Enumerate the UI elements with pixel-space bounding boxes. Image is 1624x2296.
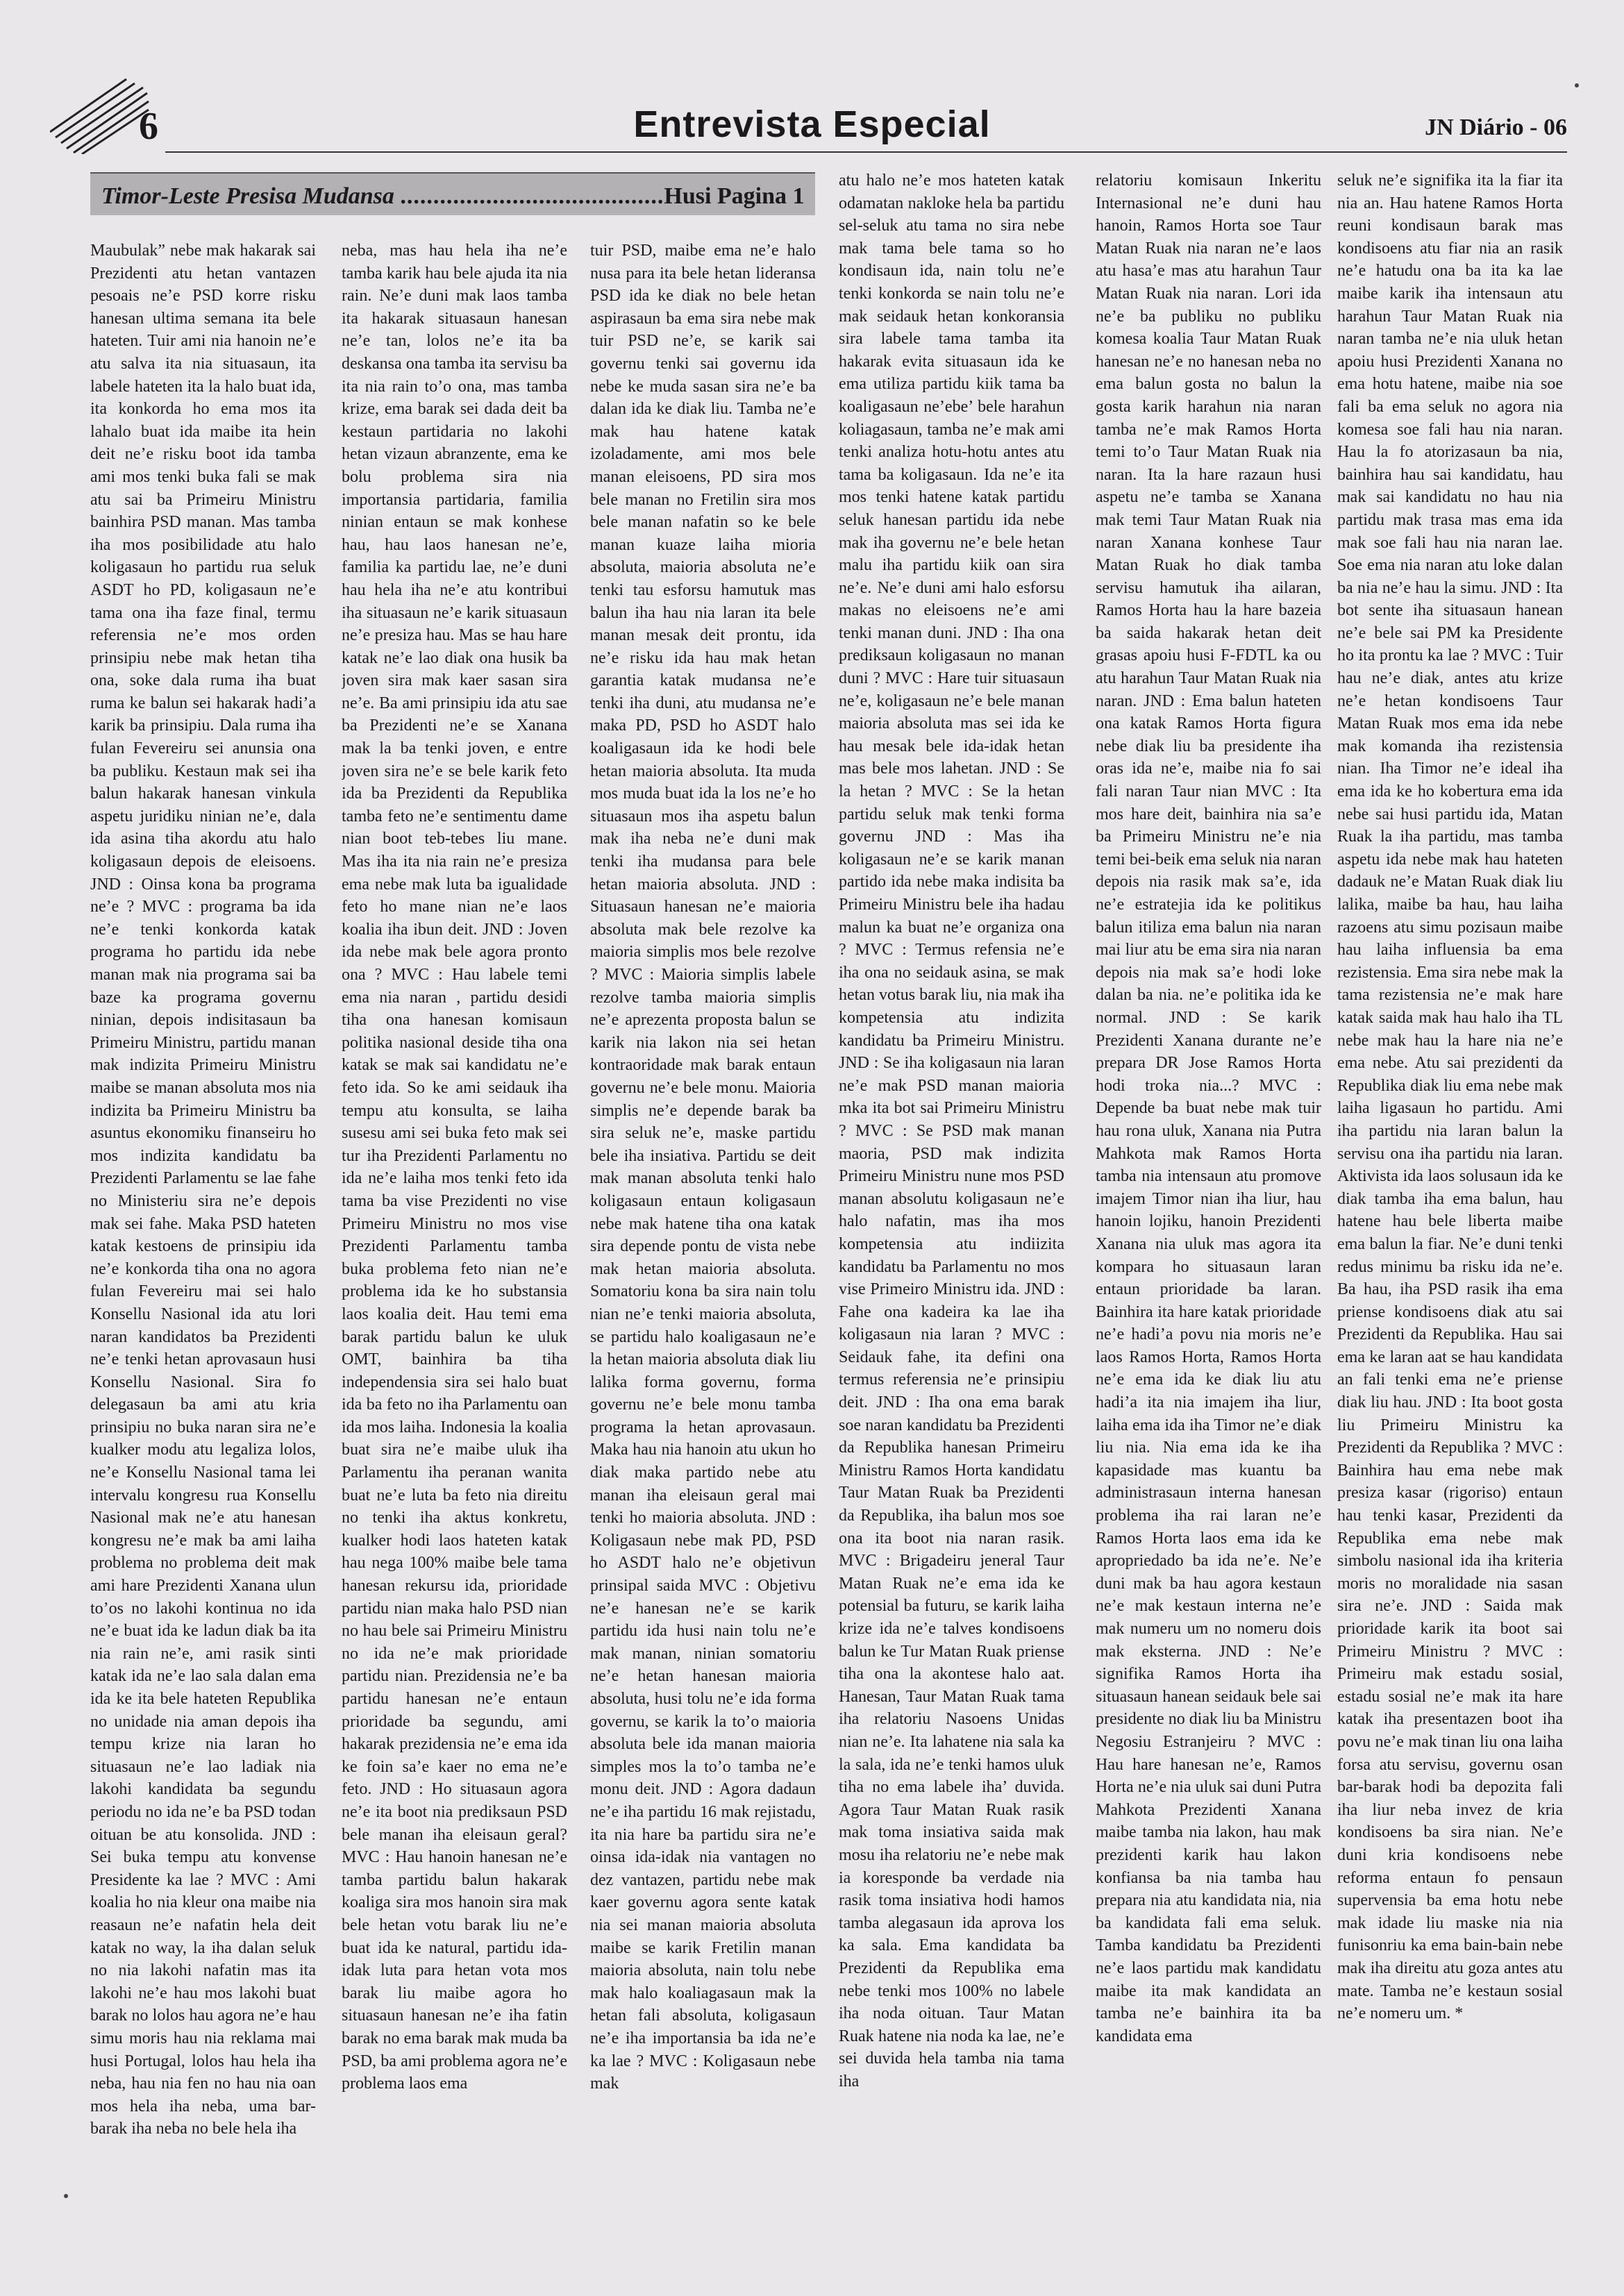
- section-title: Entrevista Especial: [633, 103, 991, 145]
- leader-dots: ........................................: [400, 183, 664, 209]
- column-text: neba, mas hau hela iha ne’e tamba karik hau bele ajuda ita nia rain. Ne’e duni mak laos tamba ita hakarak situasaun hanesan ne’e tan, lolos ne’e ita ba deskansa ona tamba ita servisu ba ita nia rain to’o ona, mas tamba krize, ema barak sei dada deit ba kestaun partidaria no lakohi hetan vizaun abranzente, ema ke bolu problema sira nia importansia partidaria, familia ninian entaun se mak konhese hau, hau laos hanesan ne’e, familia ka partidu lae, ne’e duni hau hela iha ne’e atu kontribui iha situasaun ne’e karik situasaun ne’e presiza hau. Mas se hau hare katak ne’e lao diak ona husik ba joven sira mak kaer sasan sira ne’e. Ba ami prinsipiu ida atu sae ba Prezidenti ne’e se Xanana mak la ba tenki joven, e entre joven sira ne’e se bele karik feto ida ba Prezidenti da Republika tamba feto ne’e sentimentu dame nian boot teb-tebes liu mane. Mas iha ita nia rain ne’e presiza ema nebe mak luta ba igualidade feto ho mane nian ne’e laos koalia iha ibun deit. JND : Joven ida nebe mak bele agora pronto ona ? MVC : Hau labele temi ema nia naran , partidu desidi tiha ona hanesan komisaun politika nasional deside tiha ona katak se mak sai kandidatu ne’e feto ida. So ke ami seidauk iha tempu atu konsulta, se laiha susesu ami sei buka feto mak sei tur iha Prezidenti Parlamentu no ida ne’e laiha mos tenki feto ida tama ba vise Prezidenti no vise Primeiru Ministru no mos vise Prezidenti Parlamentu tamba buka problema feto nian ne’e problema ida ke ho substansia laos koalia deit. Hau temi ema barak partidu balun ke uluk OMT, bainhira ba tiha independensia sira sei halo buat ida ba feto no iha Parlamentu oan ida mos laiha. Indonesia la koalia buat sira ne’e maibe uluk iha Parlamentu iha peranan wanita buat ne’e luta ba feto nia direitu no tenki iha aktus konkretu, kualker hodi laos hateten katak hau nega 100% maibe bele tama hanesan rekursu ida, prioridade partidu nian maka halo PSD nian no hau bele sai Primeiru Ministru no ida ne’e mak prioridade partidu nian. Prezidensia ne’e ba partidu hanesan ne’e entaun prioridade ba segundu, ami hakarak prezidensia ne’e ema ida ke foin sa’e kaer no ema ne’e feto. JND : Ho situasaun agora ne’e ita boot nia prediksaun PSD bele manan iha eleisaun geral? MVC : Hau hanoin hanesan ne’e tamba partidu balun hakarak koaliga sira mos hanoin sira mak bele hetan votu barak liu ne’e buat ida ke natural, partidu ida-idak luta para hetan vota mos barak liu maibe agora ho situasaun hanesan ne’e iha fatin barak no ema barak mak muda ba PSD, ba ami problema agora ne’e problema laos ema: [342, 242, 567, 2093]
- article-column-3: [590, 240, 816, 2225]
- column-text: seluk ne’e signifika ita la fiar ita nia an. Hau hatene Ramos Horta reuni kondisaun barak mas kondisoens atu fiar nia an rasik ne’e hatudu ona ba ita ka lae maibe karik iha intensaun atu harahun Taur Matan Ruak nia naran tamba ne’e nia uluk hetan apoiu husi Prezidenti Xanana no ema hotu hatene, maibe nia soe fali ba ema seluk no agora nia komesa soe fali hau nia naran. Hau la fo atorizasaun ba nia, bainhira hau sai kandidatu, hau mak sai kandidatu no hau nia partidu mak trasa mas ema ida mak soe fali hau nia naran lae. Soe ema nia naran atu loke dalan ba nia ne’e hau la simu. JND : Ita bot sente iha situasaun hanean ne’e bele sai PM ka Presidente ho ita prontu ka lae ? MVC : Tuir hau ne’e diak, antes atu krize ne’e hetan kondisoens Taur Matan Ruak mos ema ida nebe mak komanda iha rezistensia nian. Iha Timor ne’e ideal iha ema ida ke ho kobertura ema ida nebe sai husi partidu ida, Matan Ruak la iha partidu, mas tamba aspetu ida nebe mak hau hateten dadauk ne’e Matan Ruak diak liu lalika, maibe ba hau, hau laiha razoens atu simu pozisaun maibe hau laiha influensia ba ema rezistensia. Ema sira nebe mak la tama rezistensia ne’e mak hare katak saida mak hau halo iha TL nebe mak hau la hare nia ne’e ema nebe. Atu sai prezidenti da Republika diak liu ema nebe mak laiha ligasaun ho partidu. Ami iha partidu nia laran balun la servisu ona iha partidu nia laran. Aktivista ida laos solusaun ida ke diak tamba iha ema balun, hau hatene hau bele liberta maibe ema balun la fiar. Ne’e duni tenki redus minimu ba risku ida ne’e. Ba hau, iha PSD rasik iha ema priense kondisoens diak atu sai Prezidenti da Republika. Hau sai ema ke laran aat se hau kandidata an fali tenki ema ne’e priense diak liu hau. JND : Ita boot gosta liu Primeiru Ministru ka Prezidenti da Republika ? MVC : Bainhira hau ema nebe mak presiza kasar (rigoriso) entaun hau tenki kasar, Prezidenti da Republika ema nebe mak simbolu nasional ida iha kriteria moris no moralidade nia sasan sira ne’e. JND : Saida mak prioridade karik ita boot sai Primeiru Ministru ? MVC : Primeiru mak estadu sosial, estadu sosial ne’e mak ita hare katak iha presentazen boot iha povu ne’e mak tinan liu ona laiha forsa atu servisu, governu osan bar-barak hodi ba depozita fali iha liur neba invez de kria kondisoens ba sira nian. Ne’e duni kria kondisoens nebe reforma entaun fo pensaun supervensia ba ema hotu nebe mak idade liu maske nia nia funisonriu ka ema bain-bain nebe mak iha direitu atu goza antes atu mate. Tamba ne’e kestaun sosial ne’e nomeru um. *: [1337, 171, 1563, 2023]
- print-speck: [1575, 83, 1579, 87]
- article-column-1: [90, 240, 316, 2225]
- continuation-banner: [90, 172, 815, 215]
- column-text: Maubulak” nebe mak hakarak sai Prezidenti atu hetan vantazen pesoais ne’e PSD korre risku hanesan ultima semana ita bele hateten. Tuir ami nia hanoin ne’e atu salva ita nia situasaun, ita labele hateten ita la halo buat ida, ita konkorda ho ema mos ita lahalo buat ida maibe ita hein deit ne’e risku boot ida tamba ami mos tenki buka fali se mak atu sai ba Primeiru Ministru bainhira PSD manan. Mas tamba iha mos posibilidade atu halo koligasaun ho partidu rua seluk ASDT ho PD, koligasaun ne’e tama ona iha faze final, termu referensia ne’e mos orden prinsipiu nebe mak hetan tiha ona, soke dala ruma iha buat ruma ke balun sei hakarak hadi’a karik ba prinsipiu. Dala ruma iha fulan Fevereiru sei anunsia ona ba publiku. Kestaun mak sei iha balun hakarak hanesan vinkula aspetu juridiku ninian ne’e, dala ida asina tiha akordu atu halo koligasaun depois de eleisoens. JND : Oinsa kona ba programa ne’e ? MVC : programa ba ida ne’e tenki konkorda katak programa ho partidu ida nebe manan mak nia programa sai ba baze ka programa governu ninian, depois indisitasaun ba Primeiru Ministru, partidu manan mak indizita Primeiru Ministru maibe se manan absoluta mos nia indizita ba Primeiru Ministru ba asuntus ekonomiku finanseiru ho mos indizita kandidatu ba Prezidenti Parlamentu se lae fahe no Ministeriu sira ne’e depois mak sei fahe. Maka PSD hateten katak kestoens de prinsipiu ida ne’e konkorda tiha ona no agora fulan Fevereiru mai sei halo Konsellu Nasional ida atu lori naran kandidatos ba Prezidenti ne’e tenki hetan aprovasaun husi Konsellu Nasional. Sira fo delegasaun ba ami atu kria prinsipiu no buka naran sira ne’e kualker modu atu legaliza lolos, ne’e Konsellu Nasional tama lei intervalu kongresu rua Konsellu Nasional mak ne’e atu hanesan kongresu ne’e mak ba ami laiha problema no problema deit mak ami hare Prezidenti Xanana ulun to’os no lakohi kontinua no ida ne’e buat ida ke ladun diak ba ita nia rain ne’e, ami rasik sinti katak ida ne’e lao sala dalan ema ida ke ita bele hateten Republika no unidade nia aman depois iha tempu krize nia laran ho situasaun ne’e lao ladiak nia lakohi kandidata ba segundu periodu no ida ne’e ba PSD todan oituan be atu konsolida. JND : Sei buka tempu atu konvense Presidente ka lae ? MVC : Ami koalia ho nia kleur ona maibe nia reasaun ne’e nafatin hela deit katak no way, la iha dalan seluk no nia lakohi nafatin mas ita lakohi ne’e hau mos lakohi buat barak no lolos hau agora ne’e hau simu moris hau nia reklama mai husi Portugal, lolos hau hela iha neba, hau nia fen no hau nia oan mos hela iha neba, uma bar- barak iha neba no bele hela iha: [90, 242, 316, 2138]
- article-column-2: [342, 240, 567, 2225]
- continuation-reference: Husi Pagina 1: [664, 183, 805, 209]
- column-text: tuir PSD, maibe ema ne’e halo nusa para ita bele hetan lideransa PSD ida ke diak no bele hetan aspirasaun ba ema sira nebe mak tuir PSD ne’e, se karik sai governu tenki sai governu ida nebe ke muda sasan sira ne’e ba dalan ida ke diak liu. Tamba ne’e mak hau hatene katak izoladamente, ami mos bele manan eleisoens, PD sira mos bele manan no Fretilin sira mos bele manan nafatin so ke bele manan kuaze laiha mioria absoluta, maioria absoluta ne’e tenki tau esforsu hamutuk mas balun iha hau nia laran ita bele manan mesak deit prontu, ida ne’e risku ida hau mak hetan garantia katak mudansa ne’e tenki iha duni, atu mudansa ne’e maka PD, PSD ho ASDT halo koaligasaun ida ke hodi bele hetan maioria absoluta. Ita muda mos muda buat ida la los ne’e ho situasaun mos iha aspetu balun mak iha neba ne’e duni mak tenki iha mudansa para bele hetan maioria absoluta. JND : Situasaun hanesan ne’e maioria absoluta mak bele rezolve ka maioria simplis mos bele rezolve ? MVC : Maioria simplis labele rezolve tamba maioria simplis ne’e aprezenta proposta balun se karik nia lakon nia sei hetan kontraoridade mak barak entaun governu ne’e bele monu. Maioria simplis ne’e depende barak ba sira seluk ne’e, maske partidu bele iha insiativa. Partidu se deit mak manan absoluta tenki halo koligasaun entaun koligasaun nebe mak hatene tiha ona katak sira depende pontu de vista nebe mak hetan maioria absoluta. Somatoriu kona ba sira nain tolu nian ne’e tenki maioria absoluta, se partidu halo koaligasaun ne’e la hetan maioria absoluta diak liu lalika forma governu, forma governu ne’e bele monu tamba programa la hetan aprovasaun. Maka hau nia hanoin atu ukun ho diak maka partido nebe atu manan iha eleisaun geral mai tenki ho maioria absoluta. JND : Koligasaun nebe mak PD, PSD ho ASDT halo ne’e objetivun prinsipal saida MVC : Objetivu ne’e hanesan ne’e se karik partidu ida husi nain tolu ne’e mak manan, ninian somatoriu ne’e hetan hanesan maioria absoluta, husi tolu ne’e ida forma governu, se karik la to’o maioria absoluta bele ida manan maioria simples mos la to’o tamba ne’e monu deit. JND : Agora dadaun ne’e iha partidu 16 mak rejistadu, ita nia hare ba partidu sira ne’e oinsa ida-idak nia vantagen no dez vantazen, partidu nebe mak kaer governu agora sente katak nia sei manan maioria absoluta maibe se karik Fretilin manan maioria absoluta, nain tolu nebe mak halo koaliagasaun mak la hetan fali absoluta, koligasaun ne’e iha importansia ba ida ne’e ka lae ? MVC : Koligasaun nebe mak: [590, 242, 816, 2093]
- page-number: 6: [139, 105, 158, 148]
- print-speck: [64, 2194, 68, 2198]
- article-title: Timor-Leste Presisa Mudansa: [101, 183, 394, 209]
- article-column-5: [1096, 169, 1321, 2226]
- column-text: atu halo ne’e mos hateten katak odamatan nakloke hela ba partidu sel-seluk atu tama no sira nebe mak tama bele tama so ho kondisaun ida, nain tolu ne’e tenki konkorda se nain tolu ne’e mak seidauk hetan konkoransia sira labele tama tamba ita hakarak evita situasaun ida ke ema utiliza partidu kiik tama ba koaligasaun ne’ebe’ bele harahun koliagasaun, tamba ne’e mak ami tenki analiza hotu-hotu antes atu tama ba koligasaun. Ida ne’e ita mos tenki hatene katak partidu seluk hanesan partidu ida nebe mak iha governu ne’e bele hetan malu iha partidu kiik oan sira ne’e. Ne’e duni ami halo esforsu makas no eleisoens ne’e ami tenki manan duni. JND : Iha ona prediksaun koligasaun no manan duni ? MVC : Hare tuir situasaun ne’e, koligasaun ne’e bele manan maioria absoluta mas sei ida ke hau mesak bele ida-idak hetan mas bele mos lahetan. JND : Se la hetan ? MVC : Se la hetan partidu seluk mak tenki forma governu JND : Mas iha koligasaun ne’e se karik manan partido ida nebe maka indisita ba Primeiru Ministru bele iha hadau malun ka buat ne’e organiza ona ? MVC : Termus refensia ne’e iha ona no seidauk asina, se mak hetan votus barak liu, nia mak iha kompetensia atu indizita kandidatu ba Primeiru Ministru. JND : Se iha koligasaun nia laran ne’e mak PSD manan maioria mka ita bot sai Primeiru Ministru ? MVC : Se PSD mak manan maoria, PSD mak indizita Primeiru Ministru nune mos PSD manan absolutu koligasaun ne’e halo nafatin, mas iha mos kompetensia atu indiizita kandidatu ba Parlamentu no mos vise Primeiro Ministru ida. JND : Fahe ona kadeira ka lae iha koligasaun nia laran ? MVC : Seidauk fahe, ita defini ona termus referensia ne’e prinsipiu deit. JND : Iha ona ema barak soe naran kandidatu ba Prezidenti da Republika hanesan Primeiru Ministru Ramos Horta kandidatu Taur Matan Ruak ba Prezidenti da Republika, iha balun mos soe ona ita boot nia naran rasik. MVC : Brigadeiru jeneral Taur Matan Ruak ne’e ema ida ke potensial ba futuru, se karik laiha krize ida ne’e talves kondisoens balun ke Tur Matan Ruak priense tiha ona la akontese halo aat. Hanesan, Taur Matan Ruak tama iha relatoriu Nasoens Unidas nian ne’e. Ita lahatene nia sala ka la sala, ida ne’e tenki hamos uluk tiha no ema labele iha’ duvida. Agora Taur Matan Ruak rasik mak toma insiativa saida mak mosu iha relatoriu ne’e nebe mak ia koresponde ba verdade nia rasik toma insiativa hodi hamos tamba alegasaun ida aprova los ka sala. Ema kandidata ba Prezidenti da Republika ema nebe tenki mos 100% no labele iha noda oituan. Taur Matan Ruak hatene nia noda ka lae, ne’e sei duvida hela tamba nia tama iha: [839, 171, 1064, 2090]
- header-rule: [165, 151, 1567, 153]
- article-column-6: [1337, 169, 1563, 2226]
- article-column-4: [839, 169, 1064, 2226]
- column-text: relatoriu komisaun Inkeritu Internasional ne’e duni hau hanoin, Ramos Horta soe Taur Matan Ruak nia naran ne’e laos atu hasa’e mas atu harahun Taur Matan Ruak nia naran. Lori ida ne’e ba publiku no publiku komesa koalia Taur Matan Ruak hanesan ne’e no hanesan neba no ema balun gosta no balun la gosta karik harahun nia naran tamba ne’e mak Ramos Horta temi to’o Taur Matan Ruak nia naran. Ita la hare razaun husi aspetu ne’e tamba se Xanana mak temi Taur Matan Ruak nia naran Xanana konhese Taur Matan Ruak ho diak tamba servisu hamutuk iha ailaran, Ramos Horta hau la hare bazeia ba saida hakarak hetan deit grasas apoiu husi F-FDTL ka ou atu harahun Taur Matan Ruak nia naran. JND : Ema balun hateten ona katak Ramos Horta figura nebe diak liu ba presidente iha oras ida ne’e, maibe nia fo sai fali naran Taur nian MVC : Ita mos hare deit, bainhira nia sa’e ba Primeiru Ministru ne’e nia temi bei-beik ema seluk nia naran depois nia rasik mak sa’e, ida ne’e estratejia ida ke politikus balun itiliza ema balun nia naran mai liur atu be ema sira nia naran depois nia mak sa’e hodi loke dalan ba nia. ne’e politika ida ke normal. JND : Se karik Prezidenti Xanana durante ne’e prepara DR Jose Ramos Horta hodi troka nia...? MVC : Depende ba buat nebe mak tuir hau rona uluk, Xanana nia Putra Mahkota mak Ramos Horta tamba nia intensaun atu promove imajem Timor nian iha liur, hau hanoin lojiku, hanoin Prezidenti Xanana nia uluk mas agora ita kompara ho situasaun laran entaun prioridade ba laran. Bainhira ita hare katak prioridade ne’e hadi’a povu nia moris ne’e laos Ramos Horta, Ramos Horta ne’e ema ida ke diak liu atu hadi’a ita nia imajem iha liur, laiha ema ida iha Timor ne’e diak liu nia. Nia ema ida ke iha kapasidade mas kuantu ba administrasaun interna hanesan problema iha rai laran ne’e Ramos Horta laos ema ida ke apropriedado ba ida ne’e. Ne’e duni mak ba hau agora kestaun ne’e mak kestaun interna ne’e mak numeru um no nomeru dois mak eksterna. JND : Ne’e signifika Ramos Horta iha situasaun hanean seidauk bele sai presidente no diak liu ba Ministru Negosiu Estranjeiru ? MVC : Hau hare hanesan ne’e, Ramos Horta ne’e nia uluk sai duni Putra Mahkota Prezidenti Xanana maibe tamba nia lakon, hau mak prezidenti karik hau lakon konfiansa ba nia tamba hau prepara nia atu kandidata nia, nia ba kandidata fali ema seluk. Tamba kandidatu ba Prezidenti ne’e laos partidu mak kandidatu maibe ita mak kandidata an tamba ne’e bainhira ita ba kandidata ema: [1096, 171, 1321, 2045]
- paper-page-label: JN Diário - 06: [1425, 115, 1567, 140]
